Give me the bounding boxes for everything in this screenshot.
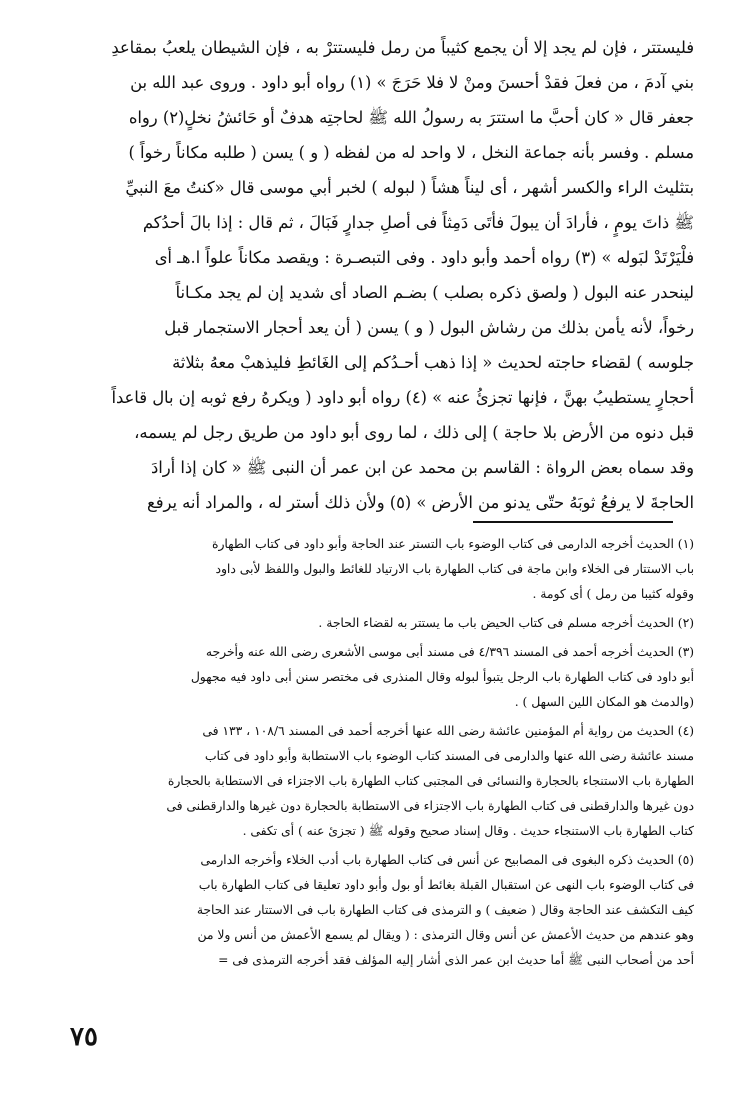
page-number: ٧٥ xyxy=(70,1022,98,1052)
body-line: ﷺ ذاتَ يومٍ ، فأرادَ أن يبولَ فأتَى دَمِثاً فى أصلِ جدارٍ فَبَالَ ، ثم قال : إذا بالَ أحدُكم xyxy=(142,213,694,232)
body-line: الحاجةَ لا يرفعُ ثوبَهُ حتّى يدنو من الأرض » (٥) ولأن ذلك أستر له ، والمراد أنه يرفع xyxy=(147,493,694,512)
footnote-line: أحد من أصحاب النبى ﷺ أما حديث ابن عمر الذى أشار إليه المؤلف فقد أخرجه الترمذى فى = xyxy=(218,953,694,967)
footnote-line: وهو عندهم من حديث الأعمش عن أنس وقال الترمذى : ( ويقال لم يسمع الأعمش من أنس ولا من xyxy=(197,928,694,942)
footnote xyxy=(62,611,694,636)
body-line: جعفر قال « كان أحبَّ ما استترَ به رسولُ الله ﷺ لحاجتِه هدفٌ أو حَائشُ نخلٍ(٢) رواه xyxy=(128,108,694,127)
footnote-line: (٤) الحديث من رواية أم المؤمنين عائشة رضى الله عنها أخرجه أحمد فى المسند ١٠٨/٦ ، ١٣٣ فى xyxy=(202,724,694,738)
footnote-line: الطهارة باب الاستنجاء بالحجارة والنسائى فى المجتبى كتاب الطهارة باب الاجتزاء فى الاستطابة بالحجارة xyxy=(167,774,694,788)
body-line: بتثليث الراء والكسر أشهر ، أى ليناً هشاً ( لبوله ) لخبر أبي موسى قال «كنتُ معَ النبيِّ xyxy=(125,178,694,197)
body-line: مسلم . وفسر بأنه جماعة النخل ، لا واحد له من لفظه ( و ) يسن ( طلبه مكاناً رخواً ) xyxy=(128,143,694,162)
body-line: فليستتر ، فإن لم يجد إلا أن يجمع كثيباً من رمل فليستترْ به ، فإن الشيطان يلعبُ بمقاعدِ xyxy=(111,38,694,57)
body-line: فلْيَرْتَدْ لبَوله » (٣) رواه أحمد وأبو داود . وفى التبصـرة : ويقصد مكاناً علواً ا.هـ أى xyxy=(154,248,694,267)
footnote-line: (٢) الحديث أخرجه مسلم فى كتاب الحيض باب ما يستتر به لقضاء الحاجة . xyxy=(318,616,694,630)
body-line: جلوسه ) لقضاء حاجته لحديث « إذا ذهب أحـدُكم إلى الغَائطِ فليذهبْ معهُ بثلاثة xyxy=(172,353,694,372)
footnote-line: أبو داود فى كتاب الطهارة باب الرجل يتبوأ لبوله وقال المنذرى فى مختصر سنن أبى داود فيه مجهول xyxy=(190,670,694,684)
footnote-separator xyxy=(473,521,673,523)
footnote-line: كتاب الطهارة باب الاستنجاء حديث . وقال إسناد صحيح وقوله ﷺ ( تجزئ عنه ) أى تكفى . xyxy=(242,824,694,838)
footnote-line: باب الاستتار فى الخلاء وابن ماجة فى كتاب الطهارة باب الارتياد للغائط والبول واللفظ لأبى داود xyxy=(215,562,694,576)
footnote-line: (والدمث هو المكان اللين السهل ) . xyxy=(514,695,694,709)
footnote-line: (١) الحديث أخرجه الدارمى فى كتاب الوضوء باب التستر عند الحاجة وأبو داود فى كتاب الطهارة xyxy=(212,537,694,551)
footnote xyxy=(62,848,694,973)
body-line: لينحدر عنه البول ( ولصق ذكره بصلب ) بضـم الصاد أى شديد إن لم يجد مكـاناً xyxy=(175,283,694,302)
footnote xyxy=(62,640,694,715)
main-text xyxy=(64,30,694,520)
body-line: قبل دنوه من الأرض بلا حاجة ) إلى ذلك ، لما روى أبو داود من طريق رجل لم يسمه، xyxy=(134,423,694,442)
body-line: أحجارٍ يستطيبُ بهنَّ ، فإنها تجزئُ عنه » (٤) رواه أبو داود ( ويكرهُ رفع ثوبه إن بال قاعداً xyxy=(111,388,694,407)
footnote-line: وقوله كثيبا من رمل ) أى كومة . xyxy=(532,587,694,601)
body-line: رخواً، لأنه يأمن بذلك من رشاش البول ( و ) يسن ( أن يعد أحجار الاستجمار قبل xyxy=(164,318,694,337)
footnote-line: (٣) الحديث أخرجه أحمد فى المسند ٤/٣٩٦ فى مسند أبى موسى الأشعرى رضى الله عنه وأخرجه xyxy=(205,645,694,659)
footnote xyxy=(62,532,694,607)
footnote-line: كيف التكشف عند الحاجة وقال ( ضعيف ) و الترمذى فى كتاب الطهارة باب فى الاستتار عند الحاجة xyxy=(196,903,694,917)
footnote-line: دون غيرها والدارقطنى فى كتاب الطهارة باب الاجتزاء فى الاستطابة بالحجارة دون غيرها والدارقطنى فى xyxy=(166,799,694,813)
footnote-line: مسند عائشة رضى الله عنها والدارمى فى المسند كتاب الوضوء باب الاستطابة وأبو داود فى كتاب xyxy=(204,749,694,763)
body-line: بني آدمَ ، من فعلَ فقدْ أحسنَ ومنْ لا فلا حَرَجَ » (١) رواه أبو داود . وروى عبد الله بن xyxy=(130,73,694,92)
footnote-line: فى كتاب الوضوء باب النهى عن استقبال القبلة بغائط أو بول وأبو داود تعليقا فى كتاب الطهارة باب xyxy=(198,878,694,892)
footnote-line: (٥) الحديث ذكره البغوى فى المصابيح عن أنس فى كتاب الطهارة باب أدب الخلاء وأخرجه الدارمى xyxy=(200,853,694,867)
footnotes xyxy=(62,532,694,973)
body-line: وقد سماه بعض الرواة : القاسم بن محمد عن ابن عمر أن النبى ﷺ « كان إذا أرادَ xyxy=(151,458,694,477)
footnote xyxy=(62,719,694,844)
